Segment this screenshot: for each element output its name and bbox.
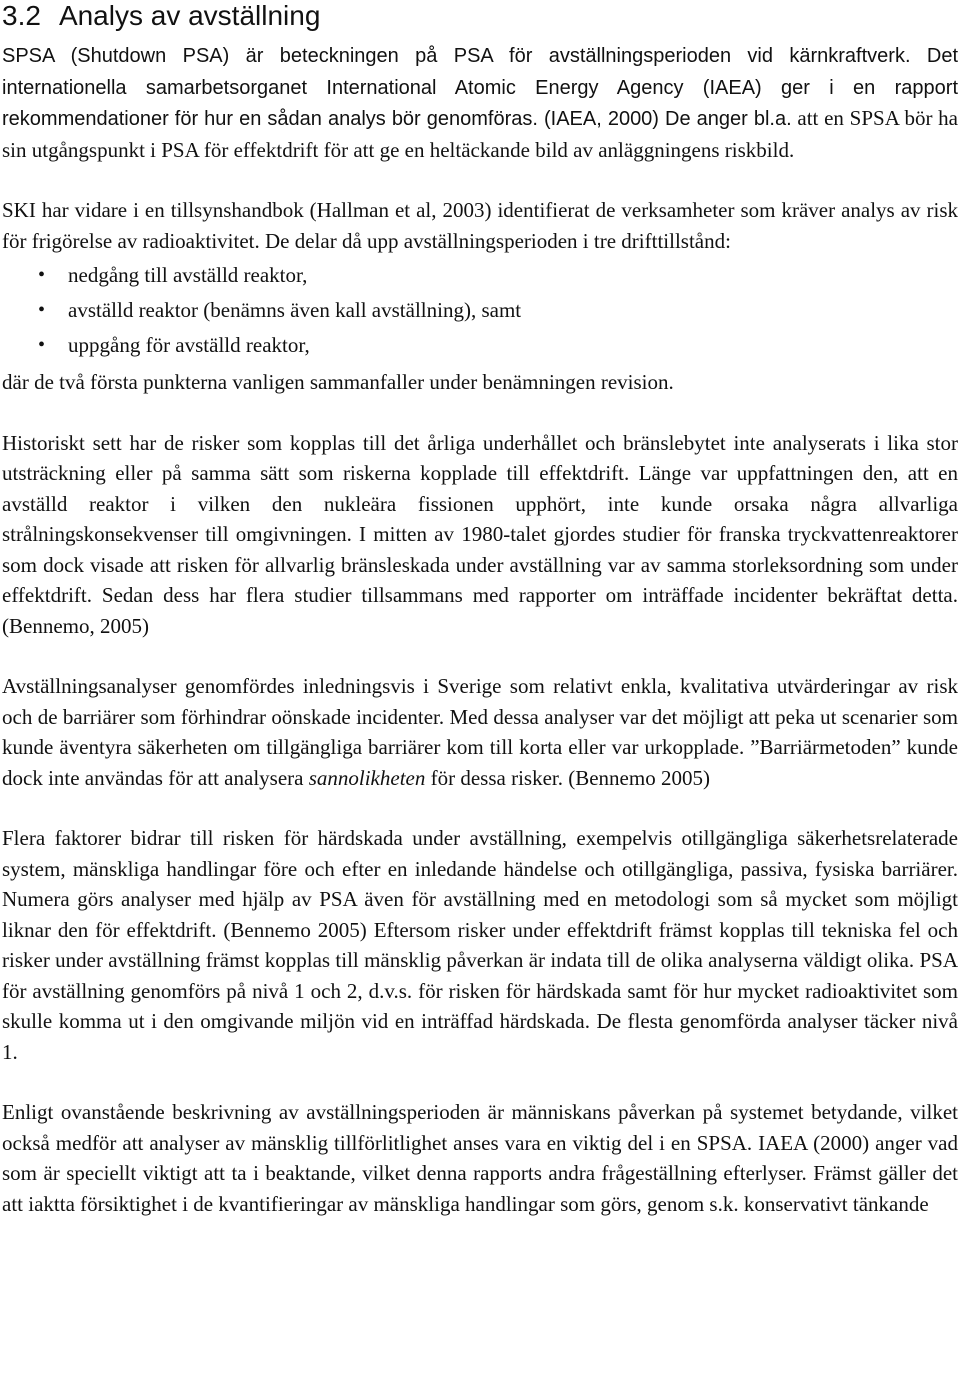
- paragraph-history: Historiskt sett har de risker som kopplas till det årliga underhållet och bränslebytet inte analyserats i lika stor utsträckning eller på samma sätt som riskerna kopplade till effektdrift. Länge var uppfattningen den, att en avställd reaktor i vilken den nukleära fissionen upphört, inte kunde orsaka några allvarliga strålningskonsekvenser till omgivningen. I mitten av 1980-talet gjordes studier för franska tryckvattenreaktorer som dock visade att risken för allvarlig bränsleskada under avställning var av samma storleksordning som under effektdrift. Sedan dess har flera studier tillsammans med rapporter om inträffade incidenter bekräftat detta. (Bennemo, 2005): [2, 430, 958, 638]
- section-heading: [2, 0, 958, 32]
- paragraph-shutdown-analyses: [2, 671, 958, 793]
- list-item: [2, 293, 958, 328]
- bullet-icon: •: [38, 299, 46, 321]
- list-item-text: avställd reaktor (benämns även kall avställning), samt: [68, 298, 522, 322]
- paragraph-gap: [2, 1067, 958, 1097]
- paragraph-gap: [2, 641, 958, 671]
- paragraph-gap: [2, 398, 958, 428]
- section-number: 3.2: [2, 0, 41, 31]
- paragraph-shutdown-analyses-text: Avställningsanalyser genomfördes inledningsvis i Sverige som relativt enkla, kvalitativa utvärderingar av risk och de barriärer som förhindrar oönskade incidenter. Med dessa analyser var det möjligt att peka ut scenarier som kunde äventyra säkerheten om tillgängliga barriärer kom till korta eller var urkopplade. ”Barriärmetoden” kunde dock inte användas för att analysera: [2, 674, 958, 790]
- bullet-icon: •: [38, 264, 46, 286]
- operating-states-list: [2, 258, 958, 363]
- paragraph-shutdown-analyses-citation: för dessa risker. (Bennemo 2005): [425, 765, 710, 790]
- paragraph-factors: Flera faktorer bidrar till risken för härdskada under avställning, exempelvis otillgängliga säkerhetsrelaterade system, mänskliga handlingar före och efter en inledande händelse och otillgängliga, passiva, fysiska barriärer. Numera görs analyser med hjälp av PSA även för avställning med en metodologi som så mycket som möjligt liknar den för effektdrift. (Bennemo 2005) Eftersom risker under effektdrift främst kopplas till tekniska fel och risker under avställning främst kopplas till mänsklig påverkan är indata till de olika analyserna väldigt olika. PSA för avställning genomförs på nivå 1 och 2, d.v.s. för risken för härdskada samt för hur mycket radioaktivitet som skulle komma ut i den omgivande miljön vid en inträffad härdskada. De flesta genomförda analyser täcker nivå 1.: [2, 826, 958, 1064]
- list-item: [2, 328, 958, 363]
- paragraph-ski-intro: SKI har vidare i en tillsynshandbok (Hallman et al, 2003) identifierat de verksamheter som kräver analys av risk för frigörelse av radioaktivitet. De delar då upp avställningsperioden i tre drifttillstånd:: [2, 198, 958, 253]
- section-title: Analys av avställning: [58, 0, 321, 31]
- paragraph-gap: [2, 793, 958, 823]
- emphasis-sannolikheten: sannolikheten: [308, 765, 426, 790]
- paragraph-gap: [2, 165, 958, 195]
- list-item: [2, 258, 958, 293]
- bullet-icon: •: [38, 334, 46, 356]
- paragraph-spsa-intro: [2, 40, 958, 165]
- paragraph-spsa-intro-serif: att en SPSA bör ha sin utgångspunkt i PSA för effektdrift för att ge en heltäckande bild av anläggningens riskbild.: [2, 106, 958, 162]
- paragraph-ski-outro: där de två första punkterna vanligen sammanfaller under benämningen revision.: [2, 370, 674, 394]
- list-item-text: nedgång till avställd reaktor,: [68, 263, 308, 287]
- paragraph-spsa-intro-sans: SPSA (Shutdown PSA) är beteckningen på PSA för avställningsperioden vid kärnkraftverk. Det internationella samarbetsorganet International Atomic Energy Agency (IAEA) ger i en rapport rekommendationer för hur en sådan analys bör genomföras. (IAEA, 2000) De anger bl.a.: [2, 45, 958, 130]
- list-item-text: uppgång för avställd reaktor,: [68, 333, 310, 357]
- paragraph-human-impact: Enligt ovanstående beskrivning av avställningsperioden är människans påverkan på systemet betydande, vilket också medför att analyser av mänsklig tillförlitlighet anses vara en viktig del i en SPSA. IAEA (2000) anger vad som är speciellt viktigt att ta i beaktande, vilket denna rapports andra frågeställning efterlyser. Främst gäller det att iaktta försiktighet i de kvantifieringar av mänskliga handlingar som görs, genom s.k. konservativt tänkande: [2, 1100, 958, 1216]
